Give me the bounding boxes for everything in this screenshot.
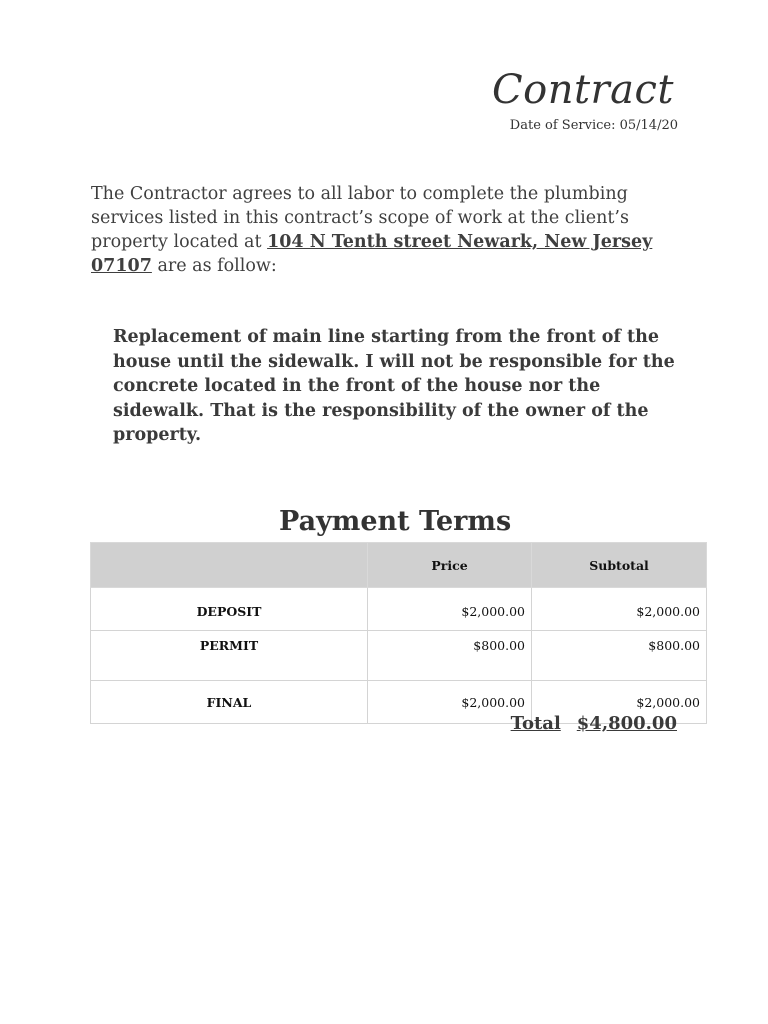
- row-label: PERMIT: [91, 631, 368, 681]
- date-of-service-label: Date of Service:: [509, 118, 616, 133]
- table-row: [91, 588, 707, 631]
- row-price: $2,000.00: [368, 588, 532, 631]
- column-header-price: Price: [368, 543, 532, 588]
- row-label: FINAL: [91, 681, 368, 724]
- column-header-item: [91, 543, 368, 588]
- document-title: Contract: [492, 67, 674, 113]
- row-label: DEPOSIT: [91, 588, 368, 631]
- table-header-row: [91, 543, 707, 588]
- row-subtotal: $2,000.00: [532, 588, 707, 631]
- total-label: Total: [510, 713, 561, 734]
- date-of-service-value: 05/14/20: [619, 118, 678, 133]
- intro-text-end: are as follow:: [157, 256, 277, 276]
- row-subtotal: $2,000.00: [532, 681, 707, 724]
- payment-total: [511, 713, 677, 734]
- property-address: 104 N Tenth street Newark, New Jersey 07107: [91, 232, 653, 276]
- intro-paragraph: [91, 182, 691, 278]
- table-row: [91, 631, 707, 681]
- payment-terms-title: Payment Terms: [279, 506, 512, 537]
- row-subtotal: $800.00: [532, 631, 707, 681]
- column-header-subtotal: Subtotal: [532, 543, 707, 588]
- scope-of-work: Replacement of main line starting from the front of the house until the sidewalk. I will not be responsible for the concrete located in the front of the house nor the sidewalk. That is the responsibility of the owner of the property.: [113, 327, 675, 445]
- row-price: $800.00: [368, 631, 532, 681]
- date-of-service: [510, 118, 678, 133]
- payment-terms-table: [90, 542, 707, 724]
- intro-text: The Contractor agrees to all labor to complete the plumbing services listed in this contract’s scope of work at the client’s property located at: [91, 184, 629, 252]
- total-value: $4,800.00: [576, 713, 677, 734]
- row-price: $2,000.00: [368, 681, 532, 724]
